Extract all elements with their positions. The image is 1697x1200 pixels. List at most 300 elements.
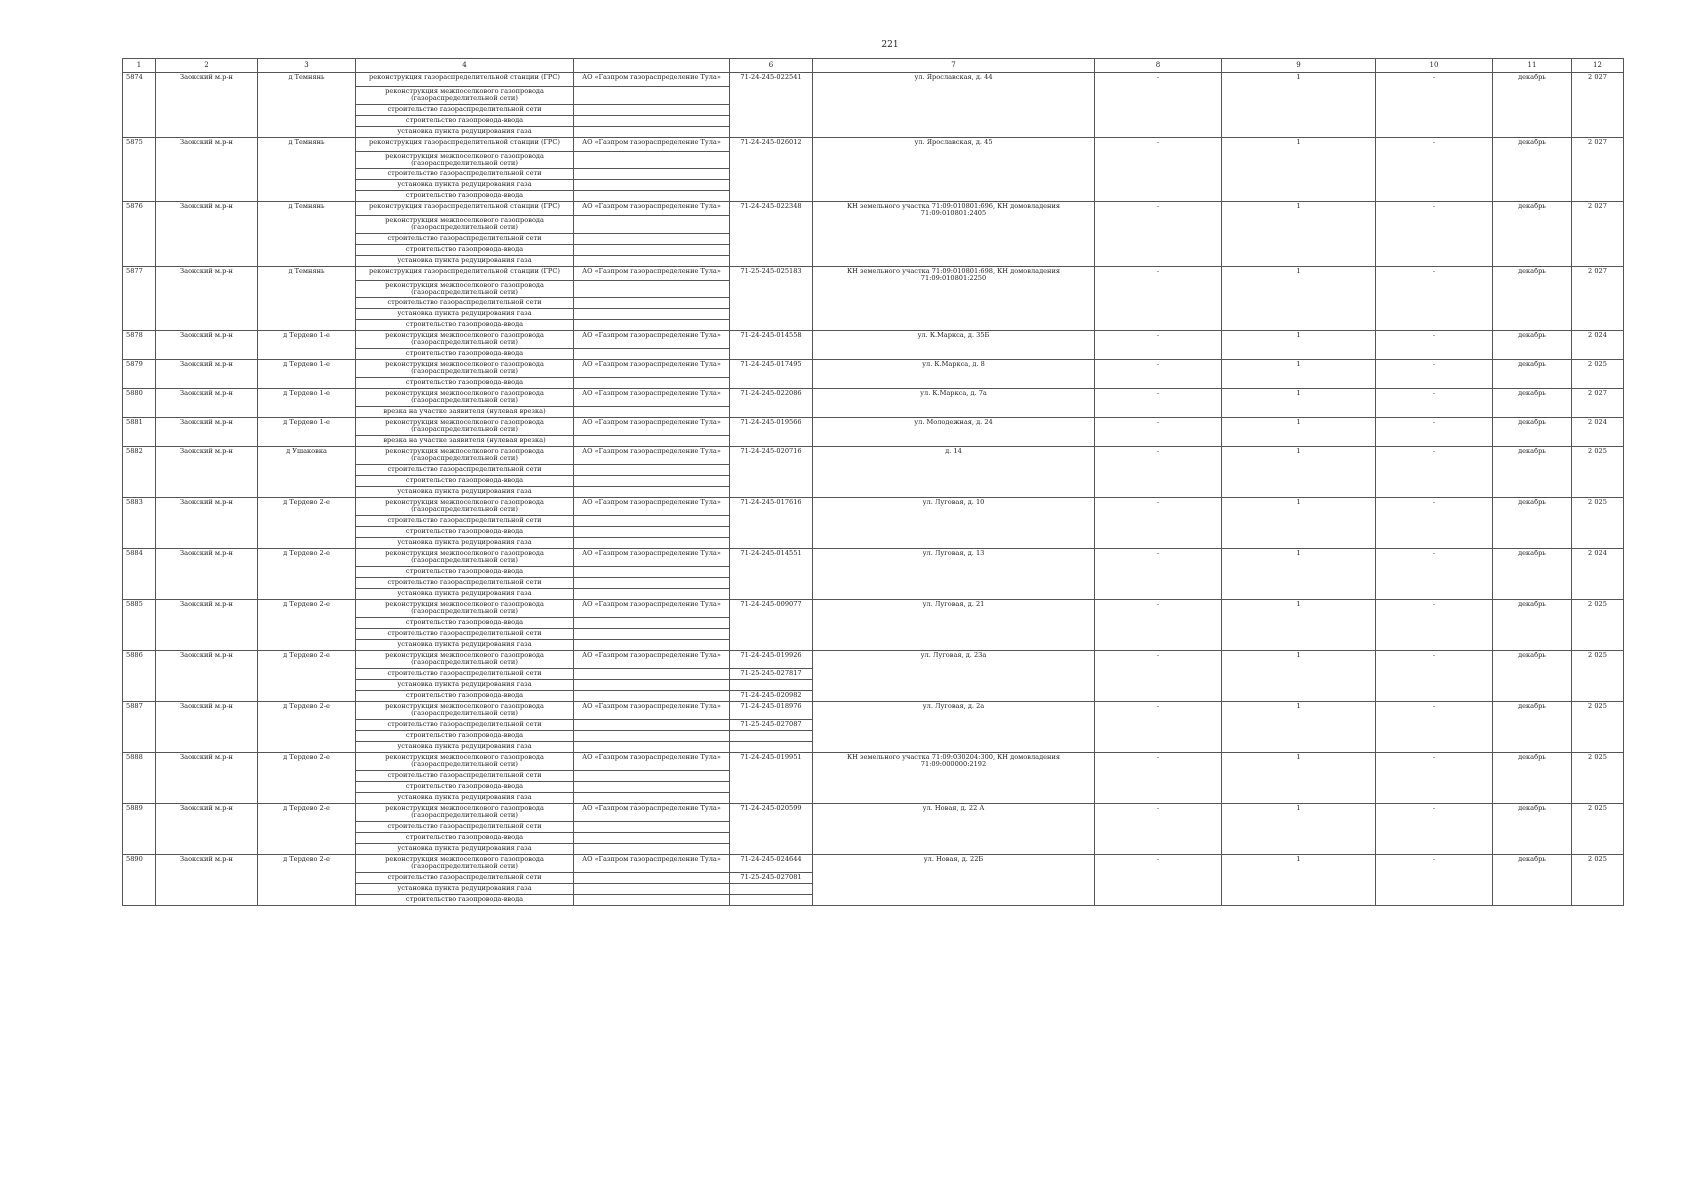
record-number: 5879 [123,360,156,389]
organization-cell [574,567,730,578]
district-cell: Заокский м.р-н [156,753,258,804]
table-row [123,331,1624,349]
work-type-cell: строительство газопровода-ввода [356,527,574,538]
col8-cell: - [1095,202,1222,267]
organization-cell [574,244,730,255]
district-cell: Заокский м.р-н [156,137,258,202]
organization-cell [574,216,730,234]
address-cell: ул. Ярославская, д. 44 [813,73,1095,138]
year-cell: 2 025 [1572,855,1624,906]
year-cell: 2 024 [1572,549,1624,600]
year-cell: 2 025 [1572,804,1624,855]
record-number: 5887 [123,702,156,753]
work-type-cell: строительство газораспределительной сети [356,169,574,180]
organization-cell [574,771,730,782]
record-number: 5890 [123,855,156,906]
month-cell: декабрь [1493,418,1572,447]
col-header-8: 8 [1095,59,1222,73]
work-type-cell: реконструкция межпоселкового газопровода (газораспределительной сети) [356,360,574,378]
code-cell [730,895,813,906]
table-body [123,73,1624,906]
month-cell: декабрь [1493,549,1572,600]
organization-cell: АО «Газпром газораспределение Тула» [574,804,730,822]
col9-cell: 1 [1222,855,1376,906]
col-header-11: 11 [1493,59,1572,73]
organization-cell [574,309,730,320]
col10-cell: - [1376,389,1493,418]
col8-cell: - [1095,73,1222,138]
organization-cell [574,691,730,702]
month-cell: декабрь [1493,447,1572,498]
work-type-cell: установка пункта редуцирования газа [356,793,574,804]
code-cell [730,742,813,753]
month-cell: декабрь [1493,73,1572,138]
work-type-cell: строительство газораспределительной сети [356,873,574,884]
organization-cell: АО «Газпром газораспределение Тула» [574,137,730,151]
col-header-1: 1 [123,59,156,73]
col10-cell: - [1376,360,1493,389]
address-cell: ул. Луговая, д. 10 [813,498,1095,549]
organization-cell [574,298,730,309]
col9-cell: 1 [1222,498,1376,549]
record-number: 5881 [123,418,156,447]
address-cell: д. 14 [813,447,1095,498]
col10-cell: - [1376,331,1493,360]
work-type-cell: реконструкция межпоселкового газопровода (газораспределительной сети) [356,753,574,771]
organization-cell [574,516,730,527]
organization-cell [574,320,730,331]
record-number: 5876 [123,202,156,267]
work-type-cell: строительство газопровода-ввода [356,378,574,389]
month-cell: декабрь [1493,753,1572,804]
table-row [123,549,1624,567]
work-type-cell: реконструкция межпоселкового газопровода (газораспределительной сети) [356,151,574,169]
code-cell: 71-24-245-017495 [730,360,813,389]
organization-cell: АО «Газпром газораспределение Тула» [574,498,730,516]
work-type-cell: строительство газораспределительной сети [356,578,574,589]
organization-cell [574,538,730,549]
work-type-cell: строительство газораспределительной сети [356,629,574,640]
organization-cell: АО «Газпром газораспределение Тула» [574,855,730,873]
address-cell: ул. К.Маркса, д. 7а [813,389,1095,418]
organization-cell [574,255,730,266]
work-type-cell: строительство газопровода-ввода [356,476,574,487]
work-type-cell: строительство газораспределительной сети [356,771,574,782]
organization-cell [574,640,730,651]
work-type-cell: реконструкция межпоселкового газопровода (газораспределительной сети) [356,600,574,618]
month-cell: декабрь [1493,202,1572,267]
organization-cell: АО «Газпром газораспределение Тула» [574,331,730,349]
organization-cell: АО «Газпром газораспределение Тула» [574,702,730,720]
district-cell: Заокский м.р-н [156,331,258,360]
work-type-cell: строительство газопровода-ввода [356,782,574,793]
work-type-cell: строительство газопровода-ввода [356,731,574,742]
work-type-cell: установка пункта редуцирования газа [356,538,574,549]
organization-cell: АО «Газпром газораспределение Тула» [574,360,730,378]
organization-cell [574,349,730,360]
work-type-cell: реконструкция межпоселкового газопровода (газораспределительной сети) [356,280,574,298]
work-type-cell: установка пункта редуцирования газа [356,126,574,137]
col9-cell: 1 [1222,600,1376,651]
col-header-6: 6 [730,59,813,73]
work-type-cell: реконструкция межпоселкового газопровода (газораспределительной сети) [356,87,574,105]
work-type-cell: реконструкция межпоселкового газопровода (газораспределительной сети) [356,804,574,822]
code-cell: 71-24-245-022541 [730,73,813,138]
address-cell: ул. К.Маркса, д. 35Б [813,331,1095,360]
month-cell: декабрь [1493,389,1572,418]
district-cell: Заокский м.р-н [156,804,258,855]
address-cell: ул. Луговая, д. 2а [813,702,1095,753]
code-cell: 71-24-245-009077 [730,600,813,651]
work-type-cell: строительство газораспределительной сети [356,822,574,833]
work-type-cell: врезка на участке заявителя (нулевая врезка) [356,436,574,447]
table-row [123,753,1624,771]
district-cell: Заокский м.р-н [156,447,258,498]
year-cell: 2 027 [1572,389,1624,418]
year-cell: 2 025 [1572,600,1624,651]
work-type-cell: установка пункта редуцирования газа [356,487,574,498]
organization-cell [574,115,730,126]
address-cell: ул. Новая, д. 22 А [813,804,1095,855]
col10-cell: - [1376,266,1493,331]
record-number: 5882 [123,447,156,498]
organization-cell: АО «Газпром газораспределение Тула» [574,418,730,436]
organization-cell [574,476,730,487]
work-type-cell: установка пункта редуцирования газа [356,309,574,320]
code-cell: 71-24-245-022086 [730,389,813,418]
col9-cell: 1 [1222,702,1376,753]
year-cell: 2 027 [1572,137,1624,202]
code-cell: 71-25-245-025183 [730,266,813,331]
page-number: 221 [881,40,899,50]
work-type-cell: реконструкция межпоселкового газопровода (газораспределительной сети) [356,498,574,516]
organization-cell: АО «Газпром газораспределение Тула» [574,600,730,618]
year-cell: 2 025 [1572,447,1624,498]
col8-cell: - [1095,389,1222,418]
col10-cell: - [1376,855,1493,906]
code-cell: 71-24-245-014551 [730,549,813,600]
year-cell: 2 025 [1572,753,1624,804]
col8-cell: - [1095,600,1222,651]
col10-cell: - [1376,202,1493,267]
address-cell: ул. К.Маркса, д. 8 [813,360,1095,389]
organization-cell: АО «Газпром газораспределение Тула» [574,202,730,216]
col8-cell: - [1095,753,1222,804]
year-cell: 2 025 [1572,498,1624,549]
settlement-cell: д Темнянь [258,266,356,331]
col10-cell: - [1376,804,1493,855]
table-row [123,447,1624,465]
work-type-cell: реконструкция межпоселкового газопровода (газораспределительной сети) [356,855,574,873]
col8-cell: - [1095,498,1222,549]
work-type-cell: строительство газораспределительной сети [356,104,574,115]
settlement-cell: д Тердево 2-е [258,804,356,855]
record-number: 5874 [123,73,156,138]
table-row [123,855,1624,873]
month-cell: декабрь [1493,702,1572,753]
work-type-cell: строительство газопровода-ввода [356,567,574,578]
settlement-cell: д Тердево 2-е [258,753,356,804]
district-cell: Заокский м.р-н [156,702,258,753]
record-number: 5885 [123,600,156,651]
col9-cell: 1 [1222,73,1376,138]
work-type-cell: реконструкция межпоселкового газопровода (газораспределительной сети) [356,447,574,465]
table-row [123,389,1624,407]
code-cell: 71-24-245-026012 [730,137,813,202]
work-type-cell: реконструкция межпоселкового газопровода (газораспределительной сети) [356,331,574,349]
record-number: 5880 [123,389,156,418]
col9-cell: 1 [1222,202,1376,267]
settlement-cell: д Тердево 1-е [258,360,356,389]
code-cell [730,884,813,895]
table-row [123,137,1624,151]
organization-cell [574,407,730,418]
code-cell: 71-25-245-027081 [730,873,813,884]
work-type-cell: строительство газораспределительной сети [356,465,574,476]
table-row [123,202,1624,216]
work-type-cell: реконструкция газораспределительной станции (ГРС) [356,73,574,87]
year-cell: 2 025 [1572,360,1624,389]
address-cell: ул. Луговая, д. 13 [813,549,1095,600]
year-cell: 2 025 [1572,651,1624,702]
district-cell: Заокский м.р-н [156,549,258,600]
organization-cell [574,618,730,629]
work-type-cell: установка пункта редуцирования газа [356,180,574,191]
col9-cell: 1 [1222,331,1376,360]
organization-cell: АО «Газпром газораспределение Тула» [574,266,730,280]
settlement-cell: д Тердево 2-е [258,600,356,651]
col9-cell: 1 [1222,418,1376,447]
work-type-cell: строительство газопровода-ввода [356,833,574,844]
col9-cell: 1 [1222,753,1376,804]
code-cell: 71-24-245-020716 [730,447,813,498]
code-cell: 71-24-245-017616 [730,498,813,549]
district-cell: Заокский м.р-н [156,418,258,447]
col10-cell: - [1376,753,1493,804]
work-type-cell: строительство газопровода-ввода [356,691,574,702]
work-type-cell: строительство газопровода-ввода [356,618,574,629]
settlement-cell: д Тердево 2-е [258,498,356,549]
address-cell: ул. Ярославская, д. 45 [813,137,1095,202]
code-cell: 71-24-245-018976 [730,702,813,720]
table-row [123,651,1624,669]
code-cell: 71-24-245-020599 [730,804,813,855]
work-type-cell: строительство газопровода-ввода [356,244,574,255]
organization-cell [574,169,730,180]
organization-cell [574,233,730,244]
col-header-12: 12 [1572,59,1624,73]
col-header-5 [574,59,730,73]
table-row [123,498,1624,516]
col8-cell: - [1095,549,1222,600]
code-cell: 71-24-245-019566 [730,418,813,447]
district-cell: Заокский м.р-н [156,600,258,651]
work-type-cell: строительство газораспределительной сети [356,669,574,680]
work-type-cell: строительство газопровода-ввода [356,191,574,202]
code-cell: 71-24-245-020982 [730,691,813,702]
settlement-cell: д Темнянь [258,202,356,267]
district-cell: Заокский м.р-н [156,651,258,702]
record-number: 5877 [123,266,156,331]
record-number: 5889 [123,804,156,855]
table-row [123,360,1624,378]
work-type-cell: реконструкция газораспределительной станции (ГРС) [356,202,574,216]
col9-cell: 1 [1222,266,1376,331]
col8-cell: - [1095,137,1222,202]
settlement-cell: д Темнянь [258,73,356,138]
col-header-9: 9 [1222,59,1376,73]
code-cell: 71-25-245-027087 [730,720,813,731]
col8-cell: - [1095,331,1222,360]
organization-cell [574,742,730,753]
month-cell: декабрь [1493,855,1572,906]
organization-cell: АО «Газпром газораспределение Тула» [574,753,730,771]
organization-cell [574,720,730,731]
record-number: 5884 [123,549,156,600]
code-cell: 71-24-245-024644 [730,855,813,873]
district-cell: Заокский м.р-н [156,389,258,418]
col-header-10: 10 [1376,59,1493,73]
organization-cell [574,680,730,691]
col10-cell: - [1376,447,1493,498]
code-cell [730,680,813,691]
work-type-cell: реконструкция межпоселкового газопровода (газораспределительной сети) [356,702,574,720]
record-number: 5883 [123,498,156,549]
organization-cell: АО «Газпром газораспределение Тула» [574,549,730,567]
organization-cell [574,833,730,844]
settlement-cell: д Тердево 2-е [258,549,356,600]
settlement-cell: д Ушаковка [258,447,356,498]
organization-cell [574,465,730,476]
work-type-cell: установка пункта редуцирования газа [356,255,574,266]
organization-cell [574,669,730,680]
work-type-cell: строительство газораспределительной сети [356,516,574,527]
organization-cell [574,87,730,105]
code-cell [730,731,813,742]
address-cell: КН земельного участка 71:09:030204:300, КН домовладения 71:09:000000:2192 [813,753,1095,804]
year-cell: 2 024 [1572,331,1624,360]
organization-cell [574,844,730,855]
organization-cell [574,578,730,589]
work-type-cell: врезка на участке заявителя (нулевая врезка) [356,407,574,418]
organization-cell [574,822,730,833]
organization-cell: АО «Газпром газораспределение Тула» [574,651,730,669]
record-number: 5878 [123,331,156,360]
year-cell: 2 025 [1572,702,1624,753]
month-cell: декабрь [1493,360,1572,389]
table-row [123,73,1624,87]
organization-cell [574,487,730,498]
code-cell: 71-24-245-019951 [730,753,813,804]
district-cell: Заокский м.р-н [156,73,258,138]
col8-cell: - [1095,804,1222,855]
work-type-cell: установка пункта редуцирования газа [356,742,574,753]
col9-cell: 1 [1222,137,1376,202]
col8-cell: - [1095,651,1222,702]
work-type-cell: реконструкция межпоселкового газопровода (газораспределительной сети) [356,418,574,436]
work-type-cell: установка пункта редуцирования газа [356,884,574,895]
year-cell: 2 027 [1572,73,1624,138]
district-cell: Заокский м.р-н [156,202,258,267]
settlement-cell: д Темнянь [258,137,356,202]
year-cell: 2 027 [1572,202,1624,267]
settlement-cell: д Тердево 1-е [258,331,356,360]
district-cell: Заокский м.р-н [156,855,258,906]
record-number: 5886 [123,651,156,702]
table-header [123,59,1624,73]
col9-cell: 1 [1222,804,1376,855]
work-type-cell: установка пункта редуцирования газа [356,680,574,691]
organization-cell [574,436,730,447]
district-cell: Заокский м.р-н [156,266,258,331]
month-cell: декабрь [1493,137,1572,202]
col10-cell: - [1376,137,1493,202]
table-row [123,418,1624,436]
work-type-cell: реконструкция газораспределительной станции (ГРС) [356,137,574,151]
organization-cell [574,180,730,191]
col9-cell: 1 [1222,389,1376,418]
organization-cell [574,873,730,884]
col-header-2: 2 [156,59,258,73]
organization-cell [574,527,730,538]
col8-cell: - [1095,418,1222,447]
organization-cell: АО «Газпром газораспределение Тула» [574,389,730,407]
col-header-7: 7 [813,59,1095,73]
organization-cell [574,104,730,115]
work-type-cell: строительство газопровода-ввода [356,320,574,331]
col10-cell: - [1376,702,1493,753]
col9-cell: 1 [1222,651,1376,702]
address-cell: ул. Молодежная, д. 24 [813,418,1095,447]
address-cell: ул. Луговая, д. 21 [813,600,1095,651]
year-cell: 2 024 [1572,418,1624,447]
organization-cell [574,280,730,298]
month-cell: декабрь [1493,600,1572,651]
settlement-cell: д Тердево 2-е [258,651,356,702]
organization-cell: АО «Газпром газораспределение Тула» [574,73,730,87]
address-cell: КН земельного участка 71:09:010801:696, КН домовладения 71:09:010801:2405 [813,202,1095,267]
month-cell: декабрь [1493,498,1572,549]
organization-cell [574,731,730,742]
col8-cell: - [1095,702,1222,753]
work-type-cell: реконструкция межпоселкового газопровода (газораспределительной сети) [356,549,574,567]
col-header-4: 4 [356,59,574,73]
settlement-cell: д Тердево 1-е [258,418,356,447]
table-row [123,702,1624,720]
col8-cell: - [1095,855,1222,906]
code-cell: 71-24-245-019926 [730,651,813,669]
district-cell: Заокский м.р-н [156,498,258,549]
work-type-cell: строительство газопровода-ввода [356,115,574,126]
work-type-cell: установка пункта редуцирования газа [356,844,574,855]
col10-cell: - [1376,549,1493,600]
col10-cell: - [1376,418,1493,447]
work-type-cell: реконструкция межпоселкового газопровода (газораспределительной сети) [356,389,574,407]
month-cell: декабрь [1493,804,1572,855]
table-row [123,266,1624,280]
work-type-cell: строительство газораспределительной сети [356,720,574,731]
settlement-cell: д Тердево 2-е [258,855,356,906]
organization-cell [574,126,730,137]
table-row [123,804,1624,822]
address-cell: КН земельного участка 71:09:010801:698, КН домовладения 71:09:010801:2250 [813,266,1095,331]
col9-cell: 1 [1222,447,1376,498]
code-cell: 71-24-245-014558 [730,331,813,360]
address-cell: ул. Новая, д. 22Б [813,855,1095,906]
registry-table [122,58,1624,906]
work-type-cell: строительство газораспределительной сети [356,298,574,309]
work-type-cell: установка пункта редуцирования газа [356,640,574,651]
